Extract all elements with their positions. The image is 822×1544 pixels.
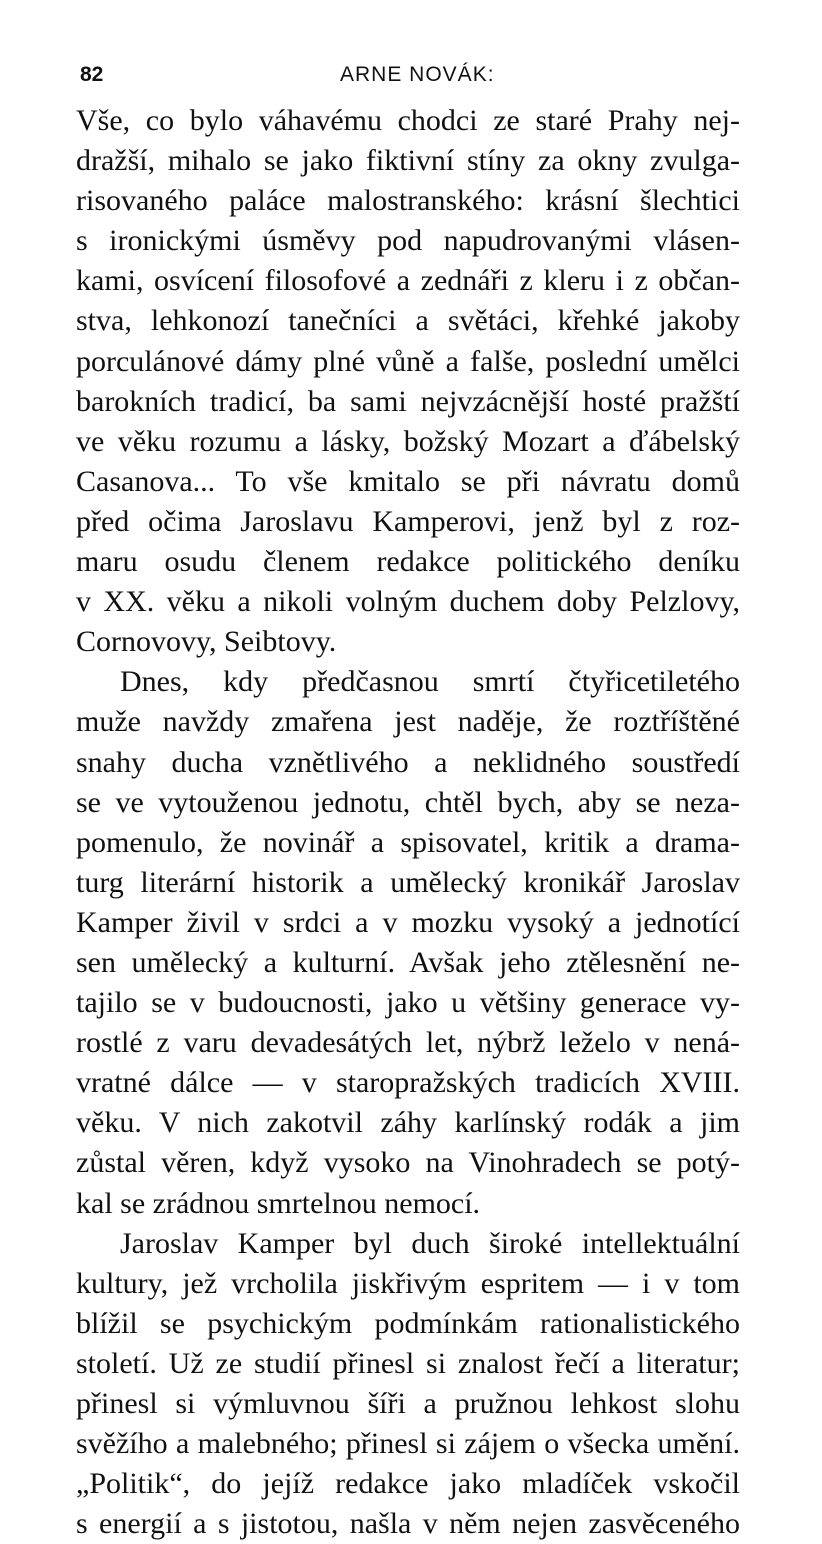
text-line: Vše, co bylo váhavému chodci ze staré Prahy nej- — [76, 104, 740, 137]
text-line: svěžího a malebného; přinesl si zájem o všecka umění. — [76, 1427, 740, 1461]
text-line: Casanova... To vše kmitalo se při návratu domů — [76, 464, 740, 498]
text-line: barokních tradicí, ba sami nejvzácnější hosté pražští — [76, 384, 740, 418]
text-line: Jaroslav Kamper byl duch široké intellektuální — [120, 1226, 740, 1260]
text-line: stva, lehkonozí tanečníci a světáci, křehké jakoby — [76, 304, 740, 338]
text-line: v XX. věku a nikoli volným duchem doby Pelzlovy, — [76, 585, 740, 619]
text-line: blížil se psychickým podmínkám rationalistického — [76, 1306, 740, 1340]
page-number: 82 — [80, 63, 104, 86]
text-line: risovaného paláce malostranského: krásní šlechtici — [76, 184, 740, 218]
text-line: snahy ducha vznětlivého a neklidného soustředí — [76, 745, 740, 779]
text-line: s ironickými úsměvy pod napudrovanými vlásen- — [76, 224, 740, 258]
text-line: věku. V nich zakotvil záhy karlínský rodák a jim — [76, 1106, 740, 1140]
body-text — [76, 101, 740, 1544]
text-line: rostlé z varu devadesátých let, nýbrž leželo v nená- — [76, 1026, 740, 1060]
text-line: pomenulo, že novinář a spisovatel, kritik a drama- — [76, 825, 740, 859]
text-line: století. Už ze studií přinesl si znalost řečí a literatur; — [76, 1346, 740, 1380]
text-line: s energií a s jistotou, našla v něm nejen zasvěceného — [76, 1507, 740, 1541]
text-line: zůstal věren, když vysoko na Vinohradech se potý- — [76, 1146, 740, 1180]
text-line: kultury, jež vrcholila jiskřivým espritem — i v tom — [76, 1266, 740, 1300]
text-line: se ve vytouženou jednotu, chtěl bych, aby se neza- — [76, 785, 740, 819]
text-line: kami, osvícení filosofové a zednáři z kleru i z občan- — [76, 264, 740, 298]
text-line: před očima Jaroslavu Kamperovi, jenž byl z roz- — [76, 504, 740, 538]
text-line: dražší, mihalo se jako fiktivní stíny za okny zvulga- — [76, 144, 740, 178]
text-line: ve věku rozumu a lásky, božský Mozart a ďábelský — [76, 424, 740, 458]
text-line: Dnes, kdy předčasnou smrtí čtyřicetiletého — [120, 665, 740, 699]
text-line: „Politik“, do jejíž redakce jako mladíček vskočil — [76, 1467, 740, 1501]
text-line: tajilo se v budoucnosti, jako u většiny generace vy- — [76, 986, 740, 1020]
text-line: maru osudu členem redakce politického deníku — [76, 545, 740, 579]
running-head-title: ARNE NOVÁK: — [340, 63, 495, 86]
text-line: vratné dálce — v staropražských tradicích XVIII. — [76, 1066, 740, 1100]
text-line: muže navždy zmařena jest naděje, že roztříštěné — [76, 705, 740, 739]
text-line: porculánové dámy plné vůně a falše, poslední umělci — [76, 344, 740, 378]
text-line: sen umělecký a kulturní. Avšak jeho ztělesnění ne- — [76, 945, 740, 979]
text-line: kal se zrádnou smrtelnou nemocí. — [76, 1186, 481, 1220]
text-line: turg literární historik a umělecký kronikář Jaroslav — [76, 865, 740, 899]
text-line: Kamper živil v srdci a v mozku vysoký a jednotící — [76, 905, 740, 939]
running-head — [80, 63, 740, 93]
text-line: Cornovovy, Seibtovy. — [76, 625, 337, 659]
text-line: přinesl si výmluvnou šíři a pružnou lehkost slohu — [76, 1387, 740, 1420]
